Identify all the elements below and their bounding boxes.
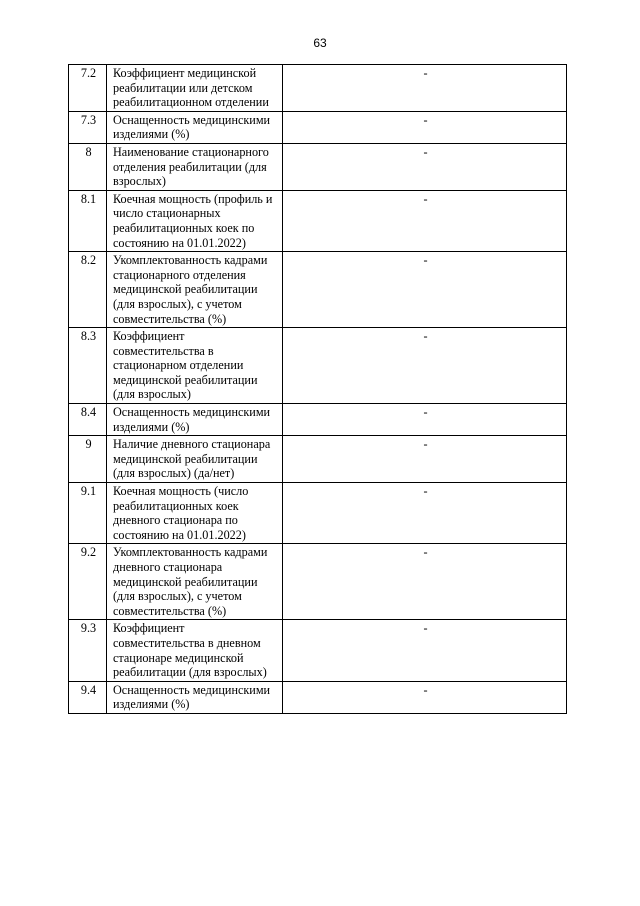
- table-row: [69, 65, 567, 112]
- row-value: -: [283, 328, 567, 404]
- row-value: -: [283, 143, 567, 190]
- table-row: [69, 620, 567, 681]
- row-number: 8: [69, 143, 107, 190]
- row-number: 7.2: [69, 65, 107, 112]
- row-indicator-name: Коечная мощность (число реабилитационных коек дневного стационара по состоянию на 01.01.2022): [107, 483, 283, 544]
- row-number: 9.3: [69, 620, 107, 681]
- table-row: [69, 544, 567, 620]
- row-indicator-name: Коечная мощность (профиль и число стационарных реабилитационных коек по состоянию на 01.01.2022): [107, 190, 283, 251]
- row-number: 8.1: [69, 190, 107, 251]
- row-number: 9.1: [69, 483, 107, 544]
- row-value: -: [283, 190, 567, 251]
- page-number: 63: [313, 36, 327, 50]
- row-number: 8.2: [69, 252, 107, 328]
- row-indicator-name: Оснащенность медицинскими изделиями (%): [107, 681, 283, 713]
- row-value: -: [283, 252, 567, 328]
- table-row: [69, 143, 567, 190]
- row-number: 9: [69, 436, 107, 483]
- row-value: -: [283, 111, 567, 143]
- table-row: [69, 681, 567, 713]
- row-number: 7.3: [69, 111, 107, 143]
- indicators-table-body: [69, 65, 567, 714]
- row-indicator-name: Оснащенность медицинскими изделиями (%): [107, 404, 283, 436]
- row-indicator-name: Коэффициент медицинской реабилитации или детском реабилитационном отделении: [107, 65, 283, 112]
- table-row: [69, 252, 567, 328]
- row-number: 8.4: [69, 404, 107, 436]
- table-row: [69, 190, 567, 251]
- table-row: [69, 436, 567, 483]
- table-row: [69, 483, 567, 544]
- row-indicator-name: Коэффициент совместительства в дневном стационаре медицинской реабилитации (для взрослых): [107, 620, 283, 681]
- row-value: -: [283, 483, 567, 544]
- row-indicator-name: Укомплектованность кадрами дневного стационара медицинской реабилитации (для взрослых), с учетом совместительства (%): [107, 544, 283, 620]
- table-row: [69, 111, 567, 143]
- indicators-table: [68, 64, 567, 714]
- row-value: -: [283, 544, 567, 620]
- row-number: 9.2: [69, 544, 107, 620]
- row-indicator-name: Укомплектованность кадрами стационарного отделения медицинской реабилитации (для взрослых), с учетом совместительства (%): [107, 252, 283, 328]
- row-number: 9.4: [69, 681, 107, 713]
- row-indicator-name: Наличие дневного стационара медицинской реабилитации (для взрослых) (да/нет): [107, 436, 283, 483]
- row-number: 8.3: [69, 328, 107, 404]
- row-value: -: [283, 65, 567, 112]
- row-value: -: [283, 404, 567, 436]
- table-row: [69, 404, 567, 436]
- table-row: [69, 328, 567, 404]
- row-indicator-name: Наименование стационарного отделения реабилитации (для взрослых): [107, 143, 283, 190]
- row-value: -: [283, 436, 567, 483]
- row-value: -: [283, 620, 567, 681]
- row-value: -: [283, 681, 567, 713]
- row-indicator-name: Оснащенность медицинскими изделиями (%): [107, 111, 283, 143]
- row-indicator-name: Коэффициент совместительства в стационарном отделении медицинской реабилитации (для взрослых): [107, 328, 283, 404]
